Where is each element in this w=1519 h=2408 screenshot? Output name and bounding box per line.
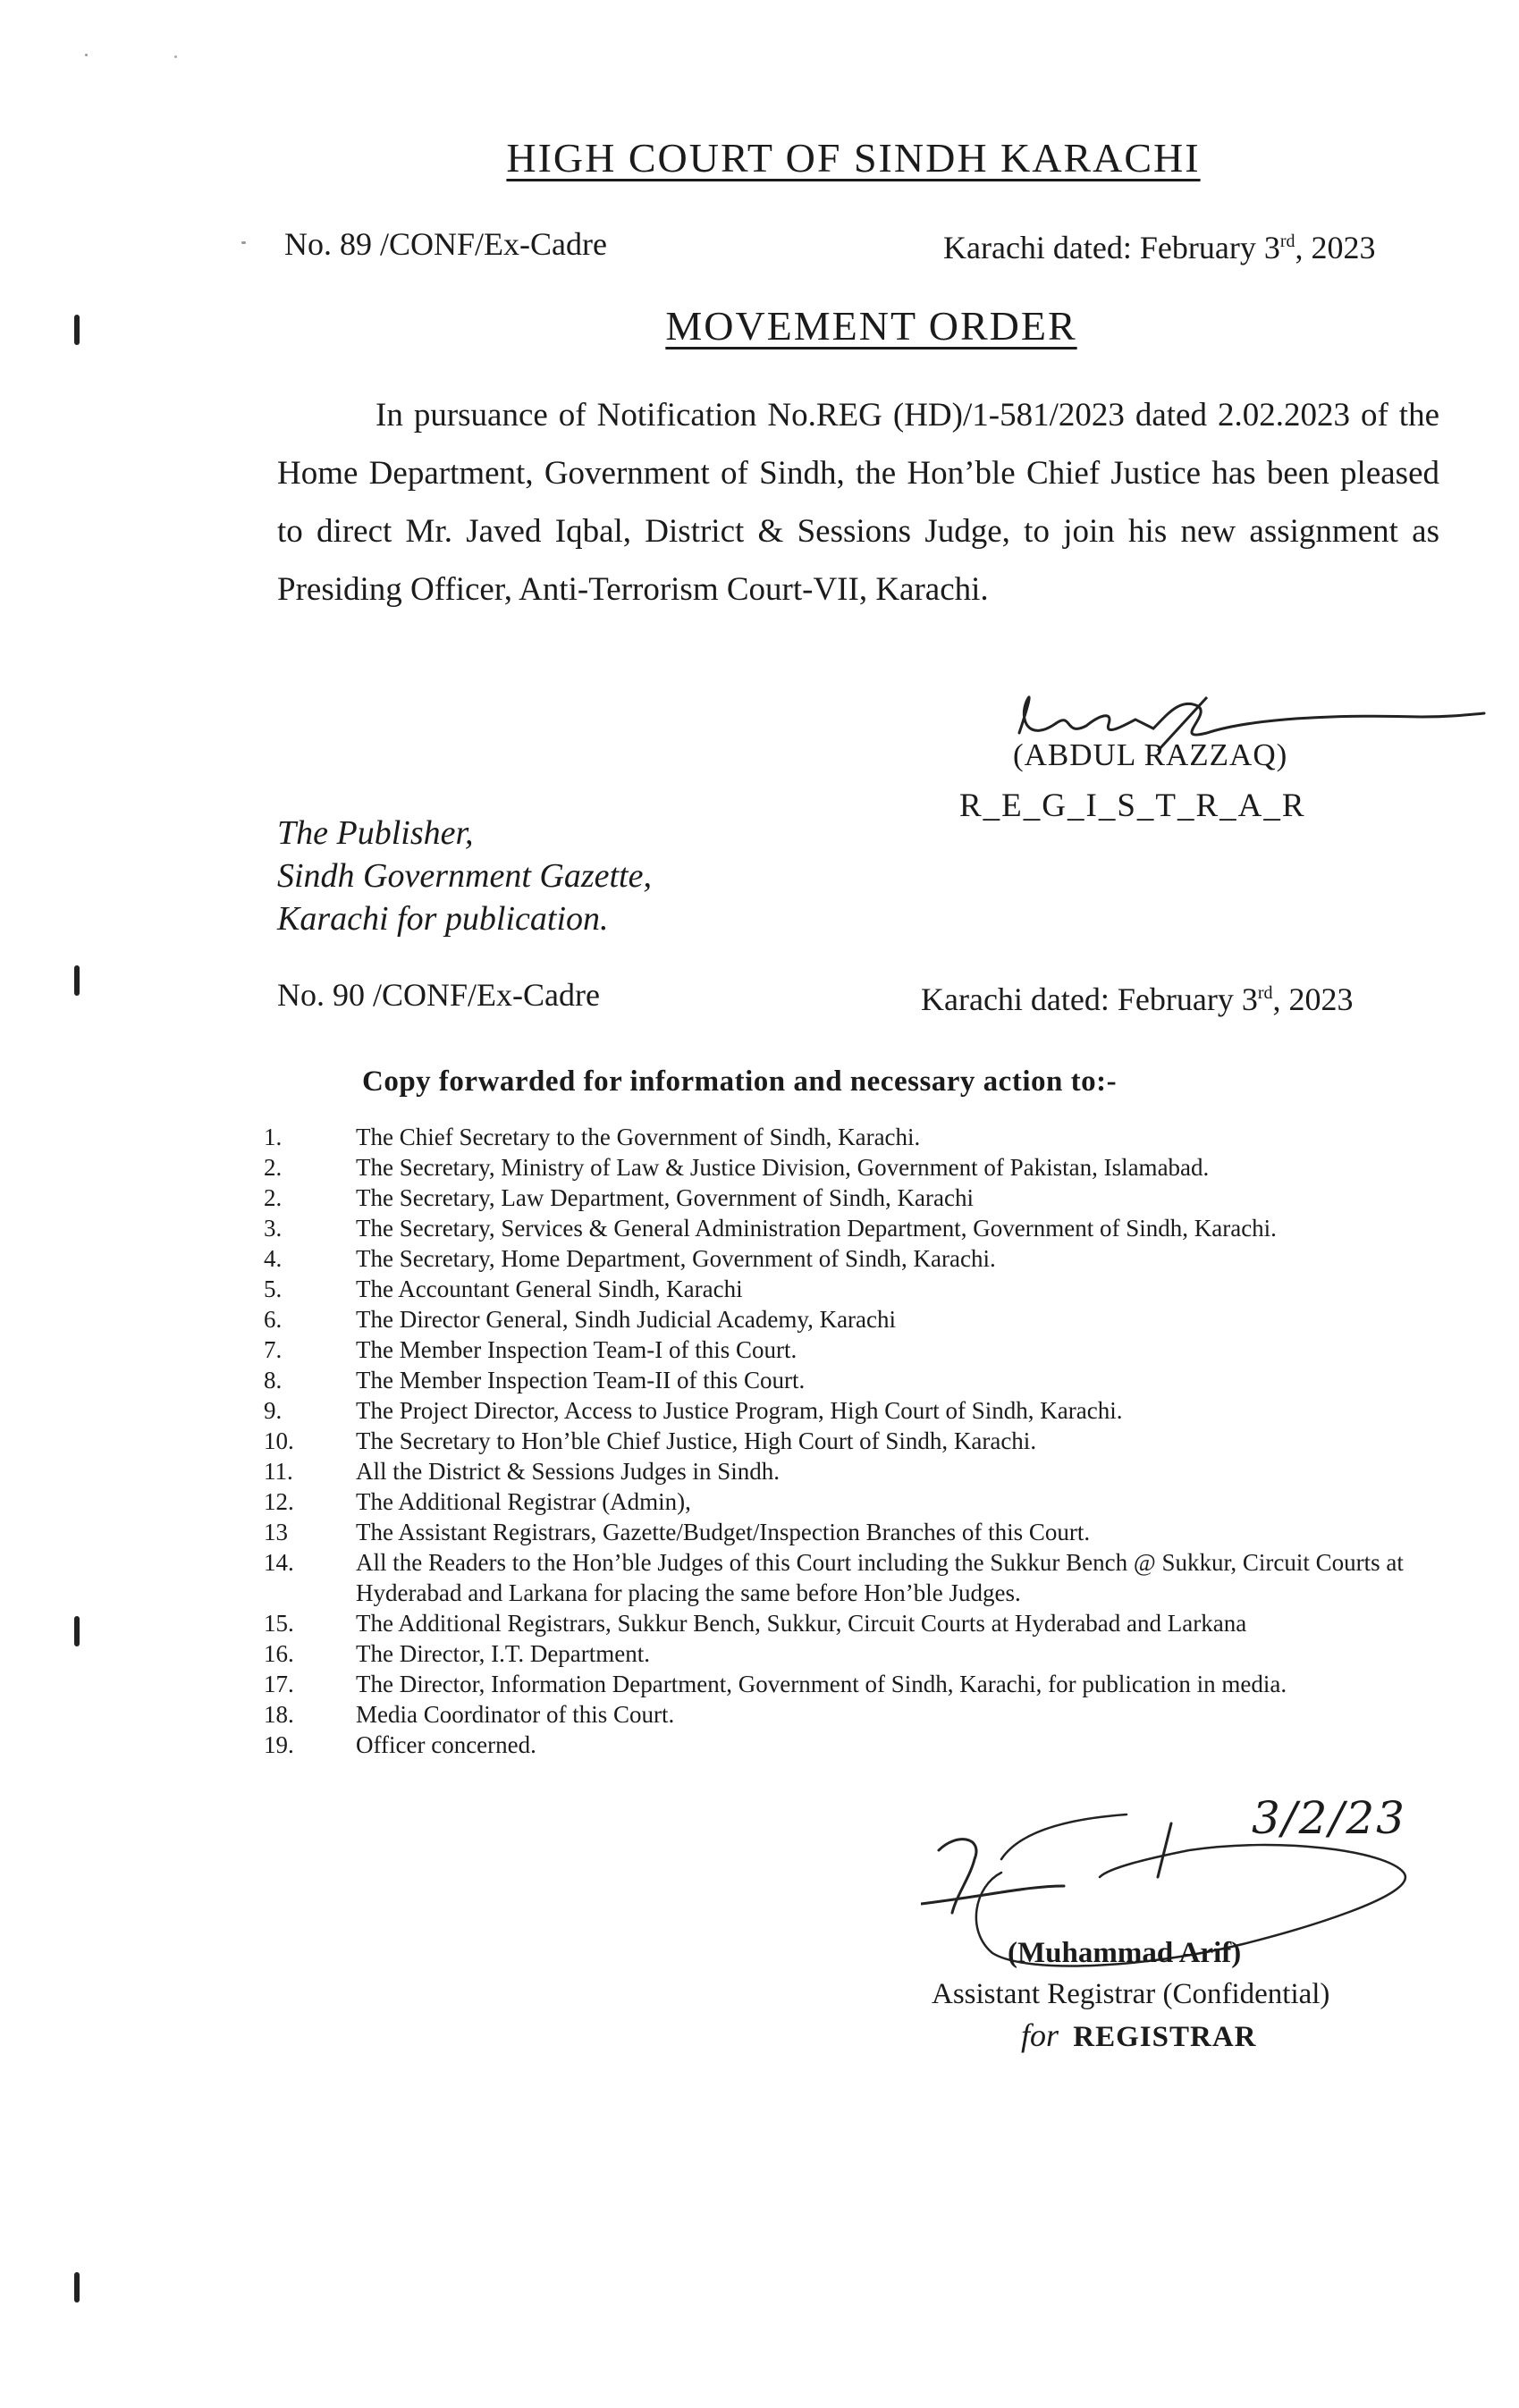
- list-item: 13 The Assistant Registrars, Gazette/Budget/Inspection Branches of this Court.: [264, 1519, 1091, 1545]
- list-item: 11. All the District & Sessions Judges in Sindh.: [264, 1458, 781, 1485]
- order-body: In pursuance of Notification No.REG (HD)/1-581/2023 dated 2.02.2023 of the Home Department, Government of Sindh, the Hon’ble Chief Justice has been pleased to direct Mr. Javed Iqbal, District & Sessions Judge, to join his new assignment as Presiding Officer, Anti-Terrorism Court-VII, Karachi.: [277, 397, 1439, 608]
- assistant-name: (Muhammad Arif): [1008, 1937, 1242, 1969]
- order-title: MOVEMENT ORDER: [665, 303, 1077, 349]
- list-item: 2. The Secretary, Law Department, Government of Sindh, Karachi: [264, 1184, 974, 1211]
- list-item: 17. The Director, Information Department, Government of Sindh, Karachi, for publication in media.: [264, 1671, 1287, 1697]
- ref-date-suffix: , 2023: [1295, 230, 1376, 265]
- list-item: 16. The Director, I.T. Department.: [264, 1640, 651, 1667]
- list-item: 9. The Project Director, Access to Justice Program, High Court of Sindh, Karachi.: [264, 1397, 1123, 1424]
- court-title: HIGH COURT OF SINDH KARACHI: [506, 135, 1201, 181]
- list-item: 7. The Member Inspection Team-I of this Court.: [264, 1336, 797, 1363]
- handwritten-date: 3/2/23: [1252, 1792, 1406, 1844]
- list-item: 6. The Director General, Sindh Judicial Academy, Karachi: [264, 1306, 897, 1333]
- publisher-line: Karachi for publication.: [277, 900, 609, 938]
- for-office: REGISTRAR: [1073, 2021, 1257, 2053]
- scan-speck: [85, 54, 88, 56]
- margin-mark: [74, 965, 80, 996]
- second-ref-date: [921, 981, 1354, 1018]
- registrar-name: (ABDUL RAZZAQ): [1013, 737, 1288, 772]
- publisher-line: The Publisher,: [277, 814, 474, 852]
- ref-number: No. 89 /CONF/Ex-Cadre: [284, 226, 607, 262]
- list-item: 3. The Secretary, Services & General Administration Department, Government of Sindh, Karachi.: [264, 1215, 1277, 1242]
- list-item: 12. The Additional Registrar (Admin),: [264, 1488, 691, 1515]
- copy-heading: Copy forwarded for information and necessary action to:-: [362, 1065, 1118, 1098]
- publisher-block: [277, 812, 652, 940]
- list-item: 2. The Secretary, Ministry of Law & Justice Division, Government of Pakistan, Islamabad.: [264, 1154, 1210, 1181]
- second-ref-date-suffix: , 2023: [1272, 981, 1354, 1017]
- scan-speck: [174, 55, 177, 58]
- second-ref-date-prefix: Karachi dated: February 3: [921, 981, 1258, 1017]
- list-item: 5. The Accountant General Sindh, Karachi: [264, 1276, 743, 1302]
- list-item: 18. Media Coordinator of this Court.: [264, 1701, 675, 1728]
- for-registrar: [1021, 2016, 1256, 2057]
- scan-speck: [241, 241, 246, 244]
- for-word: for: [1021, 2017, 1059, 2053]
- ref-date-prefix: Karachi dated: February 3: [943, 230, 1280, 265]
- list-item: 8. The Member Inspection Team-II of this Court.: [264, 1367, 806, 1393]
- list-item: 19. Officer concerned.: [264, 1731, 536, 1758]
- ref-date-sup: rd: [1279, 232, 1295, 251]
- list-item: 14. All the Readers to the Hon’ble Judges of this Court including the Sukkur Bench @ Sukkur, Circuit Courts at Hyderabad and Larkana for placing the same before Hon’ble Judges.: [264, 1549, 1404, 1606]
- assistant-title: Assistant Registrar (Confidential): [932, 1978, 1330, 2010]
- ref-date: [943, 229, 1376, 266]
- second-ref-number: No. 90 /CONF/Ex-Cadre: [277, 977, 600, 1013]
- second-ref-date-sup: rd: [1257, 983, 1273, 1003]
- distribution-list: [264, 1122, 1444, 1760]
- registrar-title: R_E_G_I_S_T_R_A_R: [959, 787, 1306, 824]
- publisher-line: Sindh Government Gazette,: [277, 857, 652, 895]
- list-item: 1. The Chief Secretary to the Government of Sindh, Karachi.: [264, 1124, 921, 1150]
- list-item: 4. The Secretary, Home Department, Government of Sindh, Karachi.: [264, 1245, 996, 1272]
- margin-mark: [74, 2272, 80, 2303]
- list-item: 10. The Secretary to Hon’ble Chief Justice, High Court of Sindh, Karachi.: [264, 1427, 1037, 1454]
- margin-mark: [74, 1616, 80, 1646]
- list-item: 15. The Additional Registrars, Sukkur Bench, Sukkur, Circuit Courts at Hyderabad and Larkana: [264, 1610, 1247, 1637]
